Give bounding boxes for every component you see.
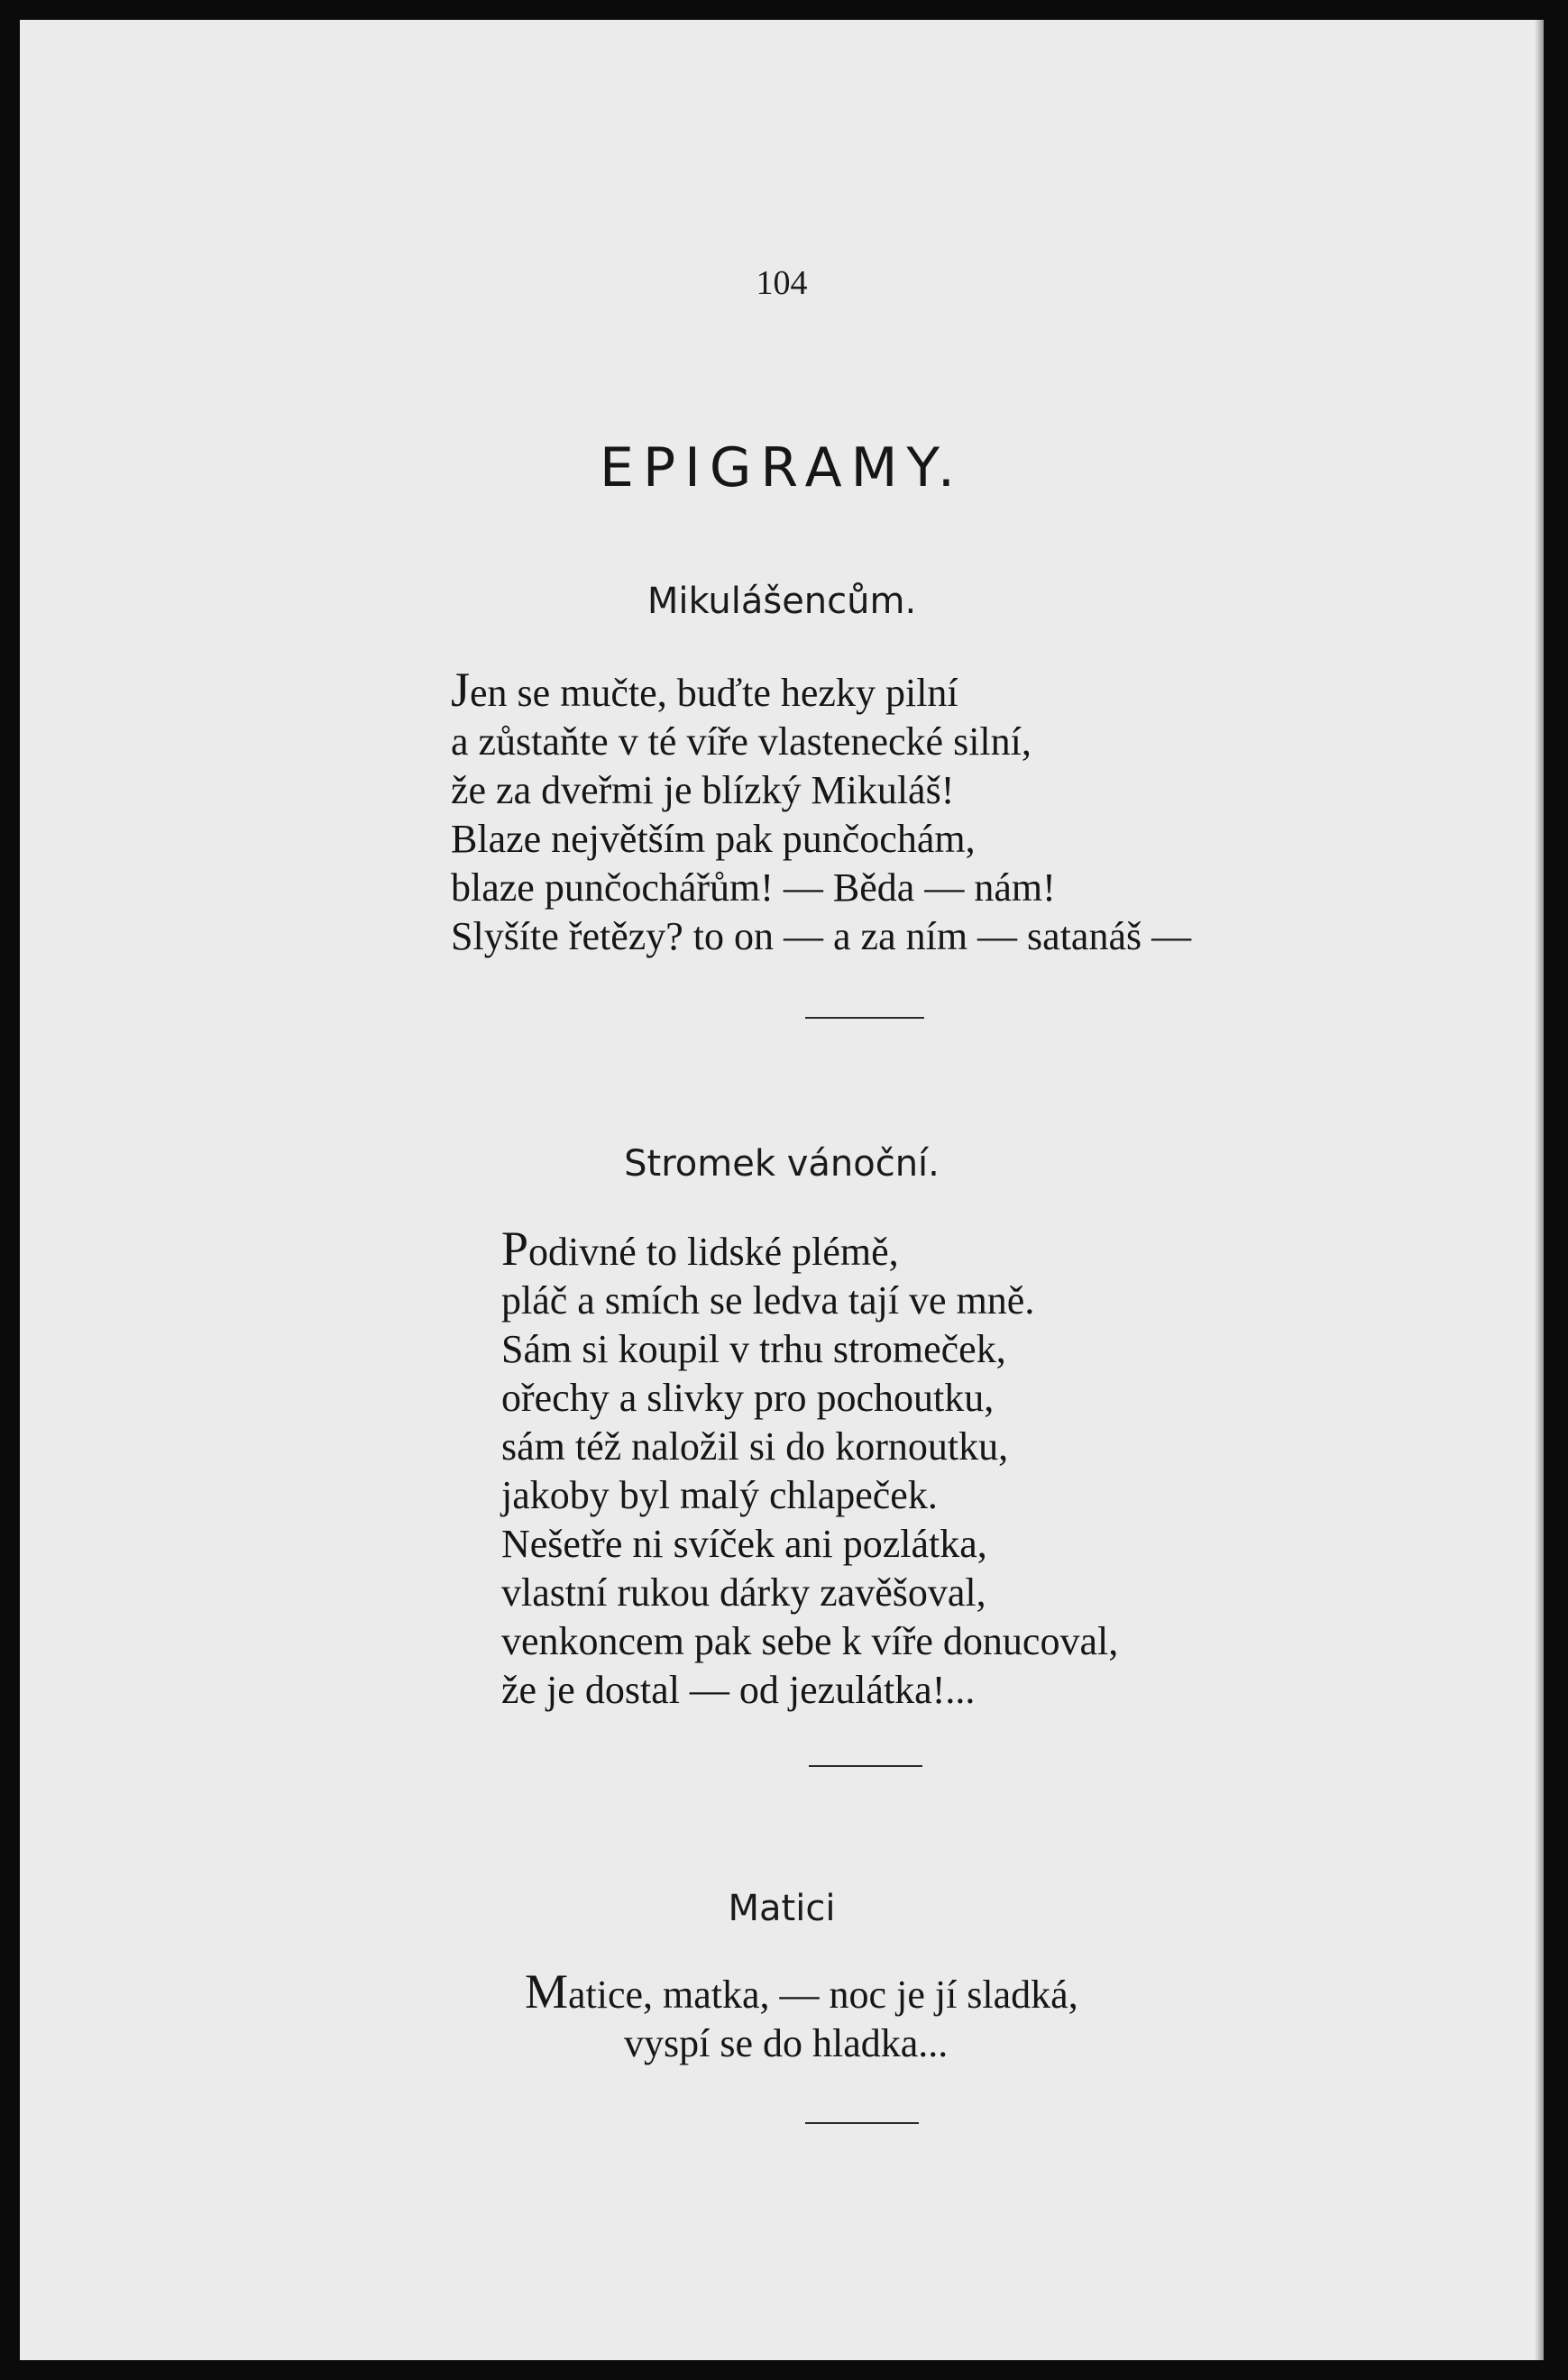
poem-line: Jen se mučte, buďte hezky pilní (451, 663, 958, 717)
poem-line: Blaze největším pak punčochám, (451, 817, 976, 861)
poem-line: sám též naložil si do kornoutku, (501, 1424, 1009, 1469)
poem-matici (525, 1964, 1078, 2068)
poem-line: Nešetře ni svíček ani pozlátka, (501, 1522, 987, 1566)
poem-title-mikulasencum: Mikulášencům. (646, 581, 917, 622)
section-divider (805, 1017, 924, 1019)
poem-line: Podivné to lidské plémě, (501, 1222, 899, 1276)
poem-line: vlastní rukou dárky zavěšoval, (501, 1570, 986, 1615)
poem-line: ořechy a slivky pro pochoutku, (501, 1376, 995, 1420)
poem-line: že je dostal — od jezulátka!... (501, 1668, 976, 1712)
page-spine-shadow (1535, 20, 1544, 2360)
poem-line: Sám si koupil v trhu stromeček, (501, 1327, 1006, 1371)
poem-line: blaze punčochářům! — Běda — nám! (451, 865, 1056, 910)
poem-line: a zůstaňte v té víře vlastenecké silní, (451, 719, 1032, 764)
page-number: 104 (756, 264, 808, 302)
section-divider (809, 1765, 922, 1767)
poem-title-stromek-vanocni: Stromek vánoční. (624, 1143, 940, 1185)
poem-line: jakoby byl malý chlapeček. (501, 1473, 938, 1517)
poem-line: venkoncem pak sebe k víře donucoval, (501, 1619, 1119, 1663)
poem-line: Slyšíte řetězy? to on — a za ním — satanáš — (451, 914, 1192, 958)
poem-stromek-vanocni (501, 1224, 1118, 1715)
poem-line: že za dveřmi je blízký Mikuláš! (451, 768, 955, 812)
poem-line: Matice, matka, — noc je jí sladká, (525, 1964, 1078, 2018)
poem-mikulasencum (451, 665, 1191, 961)
poem-line: vyspí se do hladka... (624, 2021, 949, 2065)
poem-title-matici: Matici (728, 1888, 836, 1929)
section-divider (805, 2122, 919, 2124)
book-page (20, 20, 1544, 2360)
page-title: EPIGRAMY. (600, 436, 964, 499)
poem-line: pláč a smích se ledva tají ve mně. (501, 1278, 1035, 1323)
